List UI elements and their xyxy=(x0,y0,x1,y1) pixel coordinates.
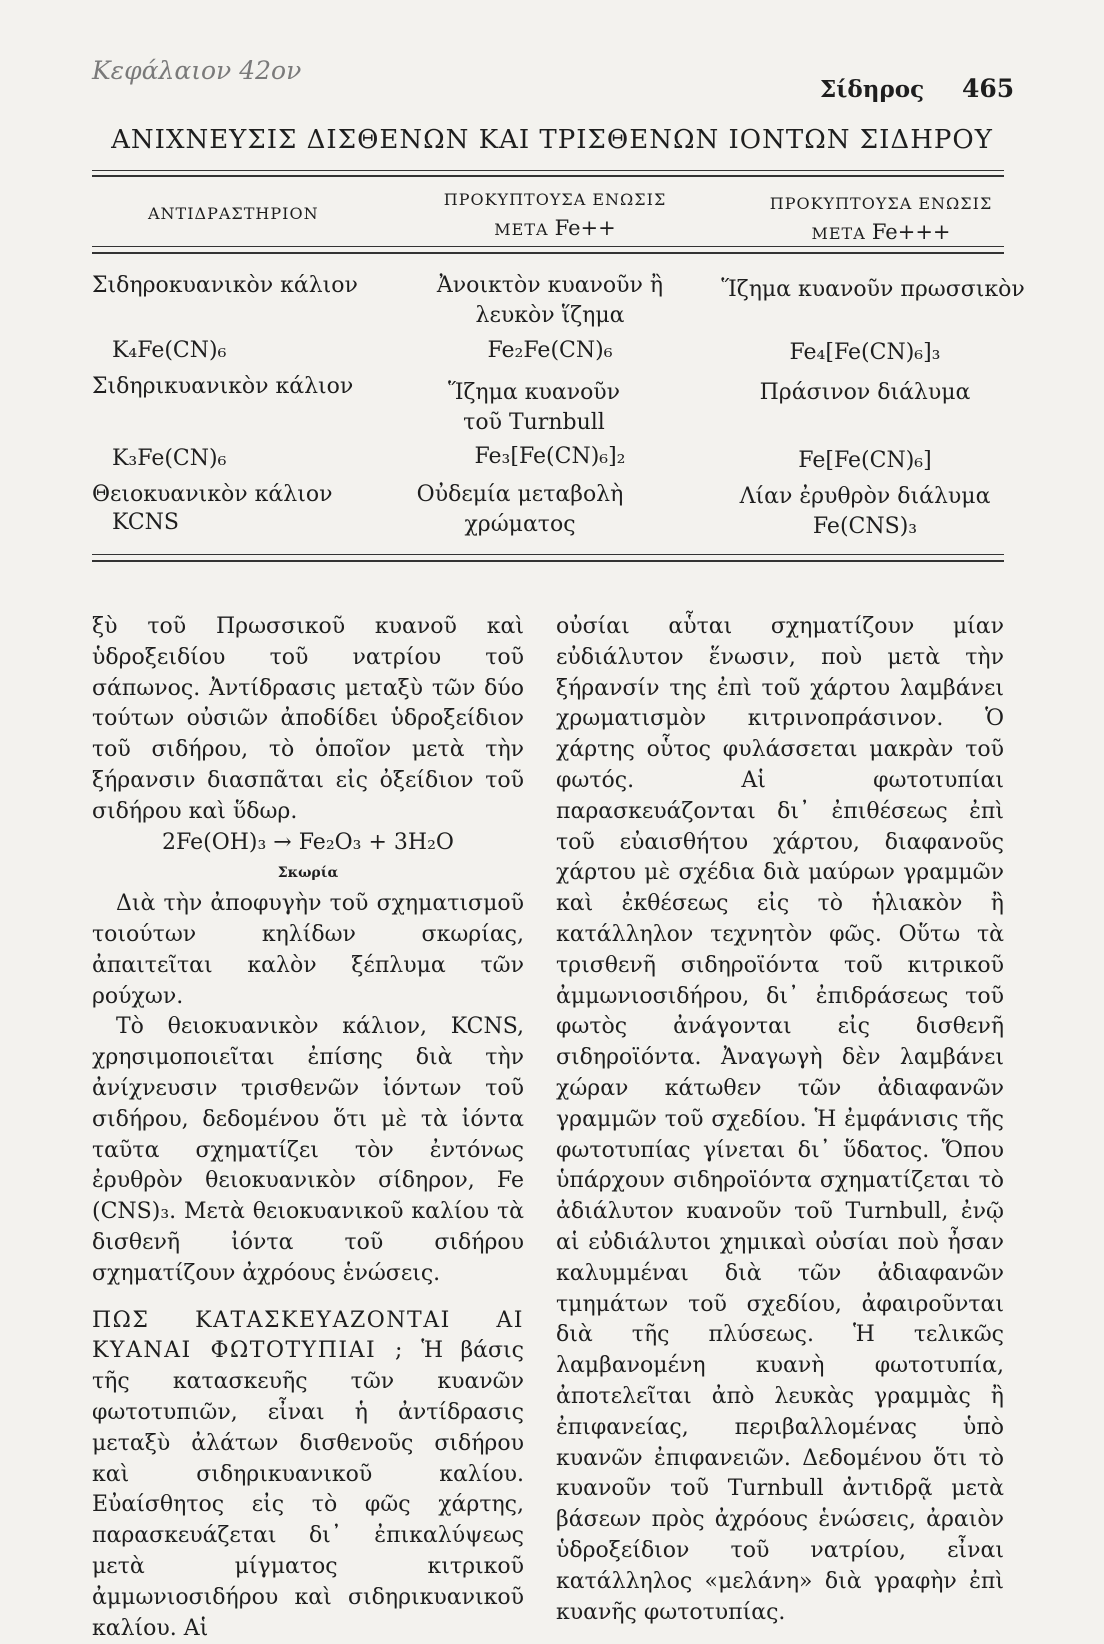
table-rule-header xyxy=(92,246,1004,247)
section-title: ΑΝΙΧΝΕΥΣΙΣ ΔΙΣΘΕΝΩΝ ΚΑΙ ΤΡΙΣΘΕΝΩΝ ΙΟΝΤΩΝ ΣΙΔΗΡΟΥ xyxy=(111,125,993,155)
left-column xyxy=(92,612,524,1644)
header-fe3: ΠΡΟΚΥΠΤΟΥΣΑ ΕΝΩΣΙΣ ΜΕΤΑ Fe+++ xyxy=(769,194,993,244)
table-rule-top xyxy=(92,170,1004,171)
row3-reagent-name: Θειοκυανικὸν κάλιον xyxy=(92,482,333,507)
chemical-equation: 2Fe(OH)₃ → Fe₂O₃ + 3H₂O xyxy=(162,829,454,855)
table-rule-bottom-double xyxy=(92,560,1004,562)
row2-fe2-result: Ἵζημα κυανοῦν τοῦ Turnbull xyxy=(447,380,621,435)
header-fe2: ΠΡΟΚΥΠΤΟΥΣΑ ΕΝΩΣΙΣ ΜΕΤΑ Fe++ xyxy=(443,190,667,240)
row3-fe2-result: Οὐδεμία μεταβολὴ χρώματος xyxy=(416,482,624,537)
left-paragraph-2: Διὰ τὴν ἀποφυγὴν τοῦ σχηματισμοῦ τοιούτων κηλίδων σκωρίας, ἀπαιτεῖται καλὸν ξέπλυμα τῶν ρούχων. xyxy=(92,891,524,1009)
running-header-section: Σίδηρος xyxy=(820,76,925,103)
row1-fe2-formula: Fe₂Fe(CN)₆ xyxy=(487,338,613,363)
row1-reagent-formula: K₄Fe(CN)₆ xyxy=(112,338,227,363)
row2-fe3-formula: Fe[Fe(CN)₆] xyxy=(798,448,932,473)
right-column xyxy=(556,612,1004,1628)
table-rule-header-double xyxy=(92,252,1004,254)
table-rule-bottom xyxy=(92,554,1004,555)
row1-fe3-result: Ἵζημα κυανοῦν πρωσσικὸν xyxy=(721,277,1025,302)
row2-reagent-formula: K₃Fe(CN)₆ xyxy=(112,446,227,471)
row2-fe3-result: Πράσινον διάλυμα xyxy=(759,380,971,405)
row3-fe3-formula: Fe(CNS)₃ xyxy=(812,514,918,539)
page-number: 465 xyxy=(962,74,1015,103)
row2-reagent-name: Σιδηρικυανικὸν κάλιον xyxy=(92,374,354,399)
header-reagent: ΑΝΤΙΔΡΑΣΤΗΡΙΟΝ xyxy=(148,204,319,223)
table-rule-top-double xyxy=(92,175,1004,177)
row2-fe2-formula: Fe₃[Fe(CN)₆]₂ xyxy=(474,444,626,469)
row1-fe3-formula: Fe₄[Fe(CN)₆]₃ xyxy=(789,340,941,365)
left-paragraph-3: Τὸ θειοκυανικὸν κάλιον, KCNS, χρησιμοποιεῖται ἐπίσης διὰ τὴν ἀνίχνευσιν τρισθενῶν ἰόντων τοῦ σιδήρου, δεδομένου ὅτι μὲ τὰ ἰόντα ταῦτα σχηματίζει τὸν ἐντόνως ἐρυθρὸν θειοκυανικὸν σίδηρον, Fe (CNS)₃. Μετὰ θειοκυανικοῦ καλίου τὰ δισθενῆ ἰόντα τοῦ σιδήρου σχηματίζουν ἀχρόους ἑνώσεις. xyxy=(92,1014,524,1286)
left-paragraph-4-body: Ἡ βάσις τῆς κατασκευῆς τῶν κυανῶν φωτοτυπιῶν, εἶναι ἡ ἀντίδρασις μεταξὺ ἀλάτων δισθενοῦς σιδήρου καὶ σιδηρικυανικοῦ καλίου. Εὐαίσθητος εἰς τὸ φῶς χάρτης, παρασκευάζεται δι᾽ ἐπικαλύψεως μετὰ μίγματος κιτρικοῦ ἀμμωνιοσιδήρου καὶ σιδηρικυανικοῦ καλίου. Αἱ xyxy=(92,1338,524,1641)
equation-label: Σκωρία xyxy=(277,865,339,882)
running-header-chapter: Κεφάλαιον 42ον xyxy=(92,56,302,85)
row3-reagent-formula: KCNS xyxy=(112,510,179,535)
row1-fe2-result: Ἀνοικτὸν κυανοῦν ἢ λευκὸν ἵζημα xyxy=(436,273,664,328)
row1-reagent-name: Σιδηροκυανικὸν κάλιον xyxy=(92,273,358,298)
row3-fe3-result: Λίαν ἐρυθρὸν διάλυμα xyxy=(739,484,991,509)
section-heading-blueprints: ΠΩΣ ΚΑΤΑΣΚΕΥΑΖΟΝΤΑΙ ΑΙ ΚΥΑΝΑΙ ΦΩΤΟΤΥΠΙΑΙ ; xyxy=(92,1307,524,1364)
left-paragraph-1: ξὺ τοῦ Πρωσσικοῦ κυανοῦ καὶ ὑδροξειδίου τοῦ νατρίου τοῦ σάπωνος. Ἀντίδρασις μεταξὺ τῶν δύο τούτων οὐσιῶν ἀποδίδει ὑδροξείδιον τοῦ σιδήρου, τὸ ὁποῖον μετὰ τὴν ξήρανσιν διασπᾶται εἰς ὀξείδιον τοῦ σιδήρου καὶ ὕδωρ. xyxy=(92,614,524,824)
left-paragraph-4 xyxy=(92,1306,524,1644)
right-paragraph-1: οὐσίαι αὗται σχηματίζουν μίαν εὐδιάλυτον ἕνωσιν, ποὺ μετὰ τὴν ξήρανσίν της ἐπὶ τοῦ χάρτου λαμβάνει χρωματισμὸν κιτρινοπράσινον. Ὁ χάρτης οὗτος φυλάσσεται μακρὰν τοῦ φωτός. Αἱ φωτοτυπίαι παρασκευάζονται δι᾽ ἐπιθέσεως ἐπὶ τοῦ εὐαισθήτου χάρτου, διαφανοῦς χάρτου μὲ σχέδια διὰ μαύρων γραμμῶν καὶ ἐκθέσεως εἰς τὸ ἡλιακὸν ἢ κατάλληλον τεχνητὸν φῶς. Οὕτω τὰ τρισθενῆ σιδηροϊόντα τοῦ κιτρικοῦ ἀμμωνιοσιδήρου, δι᾽ ἐπιδράσεως τοῦ φωτὸς ἀνάγονται εἰς δισθενῆ σιδηροϊόντα. Ἀναγωγὴ δὲν λαμβάνει χώραν κάτωθεν τῶν ἀδιαφανῶν γραμμῶν τοῦ σχεδίου. Ἡ ἐμφάνισις τῆς φωτοτυπίας γίνεται δι᾽ ὕδατος. Ὅπου ὑπάρχουν σιδηροϊόντα σχηματίζεται τὸ ἀδιάλυτον κυανοῦν τοῦ Turnbull, ἐνῷ αἱ εὐδιάλυτοι χημικαὶ οὐσίαι ποὺ ἦσαν καλυμμέναι διὰ τῶν ἀδιαφανῶν τμημάτων τοῦ σχεδίου, ἀφαιροῦνται διὰ τῆς πλύσεως. Ἡ τελικῶς λαμβανομένη κυανὴ φωτοτυπία, ἀποτελεῖται ἀπὸ λευκὰς γραμμὰς ἢ ἐπιφανείας, περιβαλλομένας ὑπὸ κυανῶν ἐπιφανειῶν. Δεδομένου ὅτι τὸ κυανοῦν τοῦ Turnbull ἀντιδρᾷ μετὰ βάσεων πρὸς ἀχρόους ἑνώσεις, ἀραιὸν ὑδροξείδιον τοῦ νατρίου, εἶναι κατάλληλος «μελάνη» διὰ γραφὴν ἐπὶ κυανῆς φωτοτυπίας. xyxy=(556,614,1004,1625)
